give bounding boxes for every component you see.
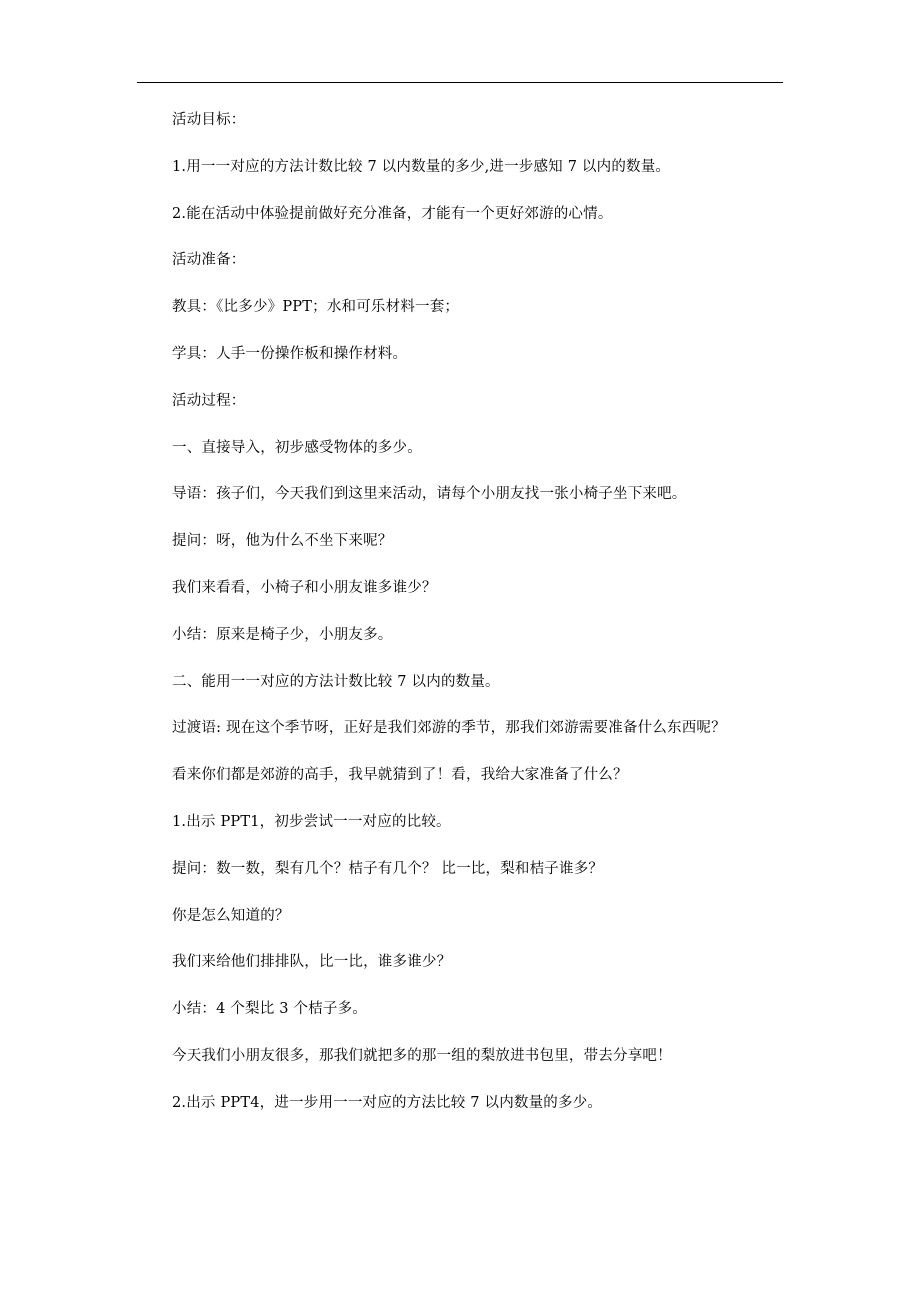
intro-speech: 导语：孩子们，今天我们到这里来活动，请每个小朋友找一张小椅子坐下来吧。	[172, 486, 687, 503]
section-one-title: 一、直接导入，初步感受物体的多少。	[172, 439, 422, 456]
transition-speech: 过渡语: 现在这个季节呀，正好是我们郊游的季节，那我们郊游需要准备什么东西呢？	[172, 720, 726, 737]
section-two-title: 二、能用一一对应的方法计数比较 7 以内的数量。	[172, 673, 500, 690]
summary-2: 小结：4 个梨比 3 个桔子多。	[172, 1001, 367, 1018]
step-1: 1.出示 PPT1，初步尝试一一对应的比较。	[172, 813, 451, 830]
paragraph: 我们来看看，小椅子和小朋友谁多谁少？	[172, 579, 437, 596]
goal-item-1: 1.用一一对应的方法计数比较 7 以内数量的多少,进一步感知 7 以内的数量。	[172, 158, 671, 175]
heading-activity-process: 活动过程：	[172, 392, 246, 409]
heading-activity-preparation: 活动准备：	[172, 252, 246, 269]
teaching-aids: 教具：《比多少》PPT；水和可乐材料一套；	[172, 299, 460, 316]
step-2: 2.出示 PPT4，进一步用一一对应的方法比较 7 以内数量的多少。	[172, 1094, 603, 1111]
paragraph: 看来你们都是郊游的高手，我早就猜到了！看，我给大家准备了什么？	[172, 767, 628, 784]
learning-aids: 学具：人手一份操作板和操作材料。	[172, 345, 408, 362]
goal-item-2: 2.能在活动中体验提前做好充分准备，才能有一个更好郊游的心情。	[172, 205, 613, 222]
summary-1: 小结：原来是椅子少，小朋友多。	[172, 626, 393, 643]
question-2: 提问：数一数，梨有几个？桔子有几个？ 比一比，梨和桔子谁多？	[172, 860, 604, 877]
document-body	[172, 112, 792, 1142]
paragraph: 我们来给他们排排队，比一比，谁多谁少？	[172, 954, 452, 971]
header-rule	[137, 82, 783, 83]
paragraph: 你是怎么知道的？	[172, 907, 290, 924]
heading-activity-goals: 活动目标：	[172, 112, 246, 128]
question-1: 提问：呀，他为什么不坐下来呢？	[172, 533, 393, 550]
paragraph: 今天我们小朋友很多，那我们就把多的那一组的梨放进书包里，带去分享吧！	[172, 1047, 672, 1064]
